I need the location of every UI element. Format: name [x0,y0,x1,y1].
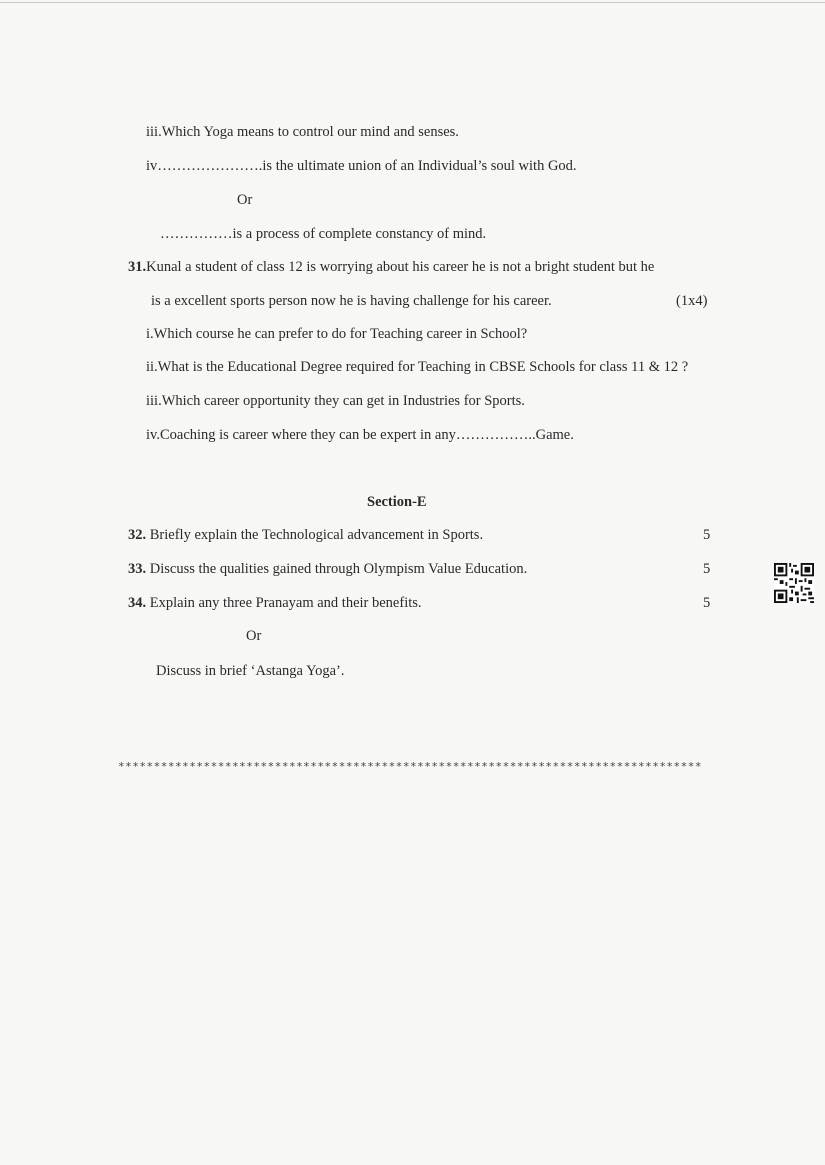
question-32-text: Briefly explain the Technological advancement in Sports. [149,527,484,543]
question-32-number: 32. [128,527,147,543]
question-34 [128,594,422,612]
section-e-heading: Section-E [367,494,427,510]
end-of-paper-marker: ********************************************************************************** [118,760,703,773]
q31-subquestion-iv: iv.Coaching is career where they can be expert in any……………..Game. [146,427,574,443]
q30-subquestion-iii: iii.Which Yoga means to control our mind and senses. [146,124,459,140]
top-border-line [0,2,825,3]
question-33-text: Discuss the qualities gained through Olympism Value Education. [149,561,528,577]
q30-alternative: ……………is a process of complete constancy of mind. [160,226,487,242]
question-32 [128,526,483,544]
question-33-number: 33. [128,561,147,577]
q31-stem-line2: is a excellent sports person now he is having challenge for his career. [151,293,552,309]
q31-number: 31. [128,259,147,275]
q31-marks: (1x4) [676,293,708,309]
question-33 [128,560,527,578]
q30-or: Or [237,192,253,208]
q31-stem-text: Kunal a student of class 12 is worrying about his career he is not a bright student but he [146,259,655,275]
qr-code-icon [774,563,814,603]
q31-stem-line1 [128,258,654,276]
question-34-marks: 5 [703,595,711,611]
q34-alternative: Discuss in brief ‘Astanga Yoga’. [156,663,345,679]
question-34-text: Explain any three Pranayam and their benefits. [149,595,422,611]
q31-subquestion-i: i.Which course he can prefer to do for Teaching career in School? [146,326,528,342]
question-34-number: 34. [128,595,147,611]
q34-or: Or [246,628,262,644]
q30-subquestion-iv: iv………………….is the ultimate union of an Individual’s soul with God. [146,158,577,174]
question-33-marks: 5 [703,561,711,577]
q31-subquestion-iii: iii.Which career opportunity they can get in Industries for Sports. [146,393,525,409]
q31-subquestion-ii: ii.What is the Educational Degree required for Teaching in CBSE Schools for class 11 & 12 ? [146,359,689,375]
question-32-marks: 5 [703,527,711,543]
